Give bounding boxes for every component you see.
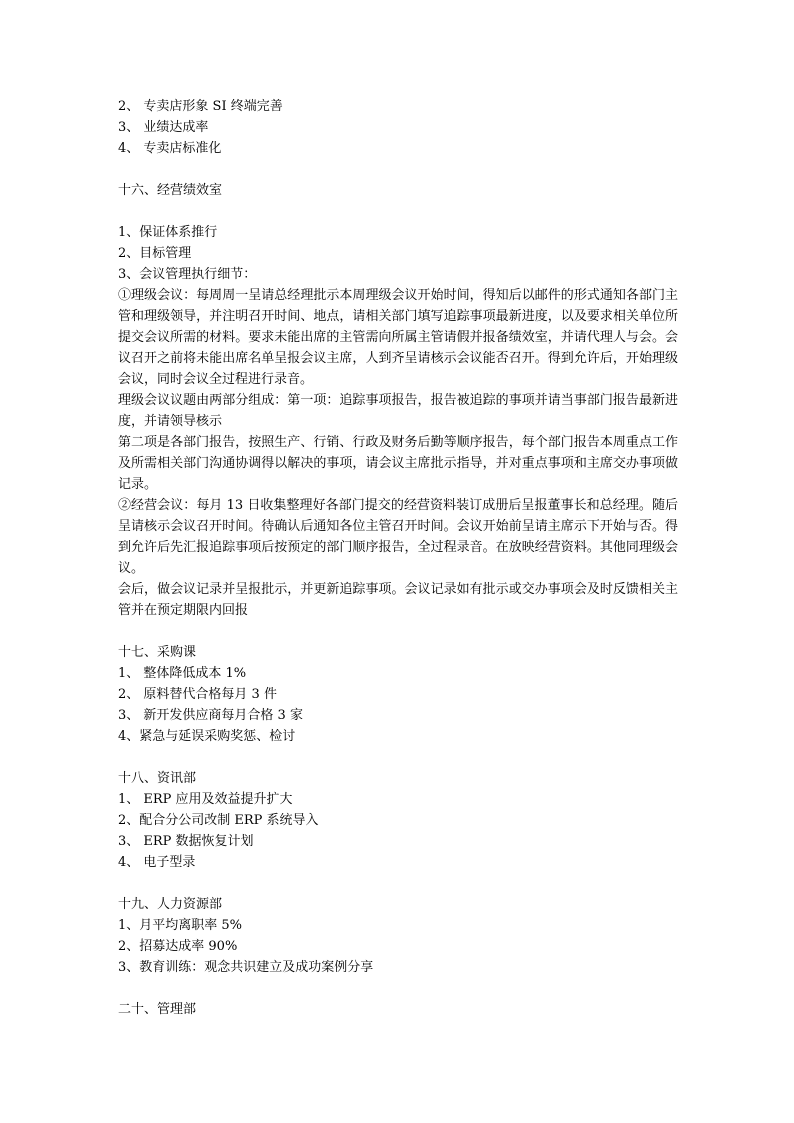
list-item: 2、配合分公司改制 ERP 系统导入 [118,813,319,828]
section-heading: 十九、人力资源部 [118,897,223,912]
list-item: 3、 ERP 数据恢复计划 [118,834,254,849]
list-item: 1、保证体系推行 [118,225,218,240]
list-item: 4、紧急与延误采购奖惩、检讨 [118,729,296,744]
paragraph: ①理级会议：每周周一呈请总经理批示本周理级会议开始时间，得知后以邮件的形式通知各部门主管和理级领导，并注明召开时间、地点，请相关部门填写追踪事项最新进度，以及要求相关单位所提交会议所需的材料。要求未能出席的主管需向所属主管请假并报备绩效室，并请代理人与会。会议召开之前将未能出席名单呈报会议主席，人到齐呈请核示会议能否召开。得到允许后，开始理级会议，同时会议全过程进行录音。 [118,288,678,387]
list-item: 4、 专卖店标准化 [118,141,222,156]
list-item: 2、招募达成率 90% [118,939,238,954]
section-heading: 十六、经营绩效室 [118,183,223,198]
spacer [118,621,678,642]
section-heading: 十七、采购课 [118,645,197,660]
section-heading: 二十、管理部 [118,1002,197,1017]
spacer [118,978,678,999]
list-item: 3、 业绩达成率 [118,120,209,135]
list-item: 3、教育训练：观念共识建立及成功案例分享 [118,960,374,975]
list-item: 2、 专卖店形象 SI 终端完善 [118,99,283,114]
paragraph: ②经营会议：每月 13 日收集整理好各部门提交的经营资料装订成册后呈报董事长和总经理。随后呈请核示会议召开时间。待确认后通知各位主管召开时间。会议开始前呈请主席示下开始与否。得到允许后先汇报追踪事项后按预定的部门顺序报告，全过程录音。在放映经营资料。其他同理级会议。 [118,498,678,576]
paragraph: 第二项是各部门报告，按照生产、行销、行政及财务后勤等顺序报告，每个部门报告本周重点工作及所需相关部门沟通协调得以解决的事项，请会议主席批示指导，并对重点事项和主席交办事项做记录。 [118,435,678,492]
section-heading: 十八、资讯部 [118,771,197,786]
list-item: 2、目标管理 [118,246,192,261]
list-item: 2、 原料替代合格每月 3 件 [118,687,277,702]
list-item: 3、会议管理执行细节： [118,267,257,282]
list-item: 3、 新开发供应商每月合格 3 家 [118,708,303,723]
list-item: 1、月平均离职率 5% [118,918,243,933]
spacer [118,201,678,222]
paragraph: 理级会议议题由两部分组成：第一项：追踪事项报告，报告被追踪的事项并请当事部门报告最新进度，并请领导核示 [118,393,678,429]
document-page [118,96,678,1020]
spacer [118,747,678,768]
list-item: 1、 整体降低成本 1% [118,666,247,681]
spacer [118,159,678,180]
paragraph: 会后，做会议记录并呈报批示，并更新追踪事项。会议记录如有批示或交办事项会及时反馈相关主管并在预定期限内回报 [118,582,678,618]
list-item: 1、 ERP 应用及效益提升扩大 [118,792,293,807]
list-item: 4、 电子型录 [118,855,196,870]
spacer [118,873,678,894]
